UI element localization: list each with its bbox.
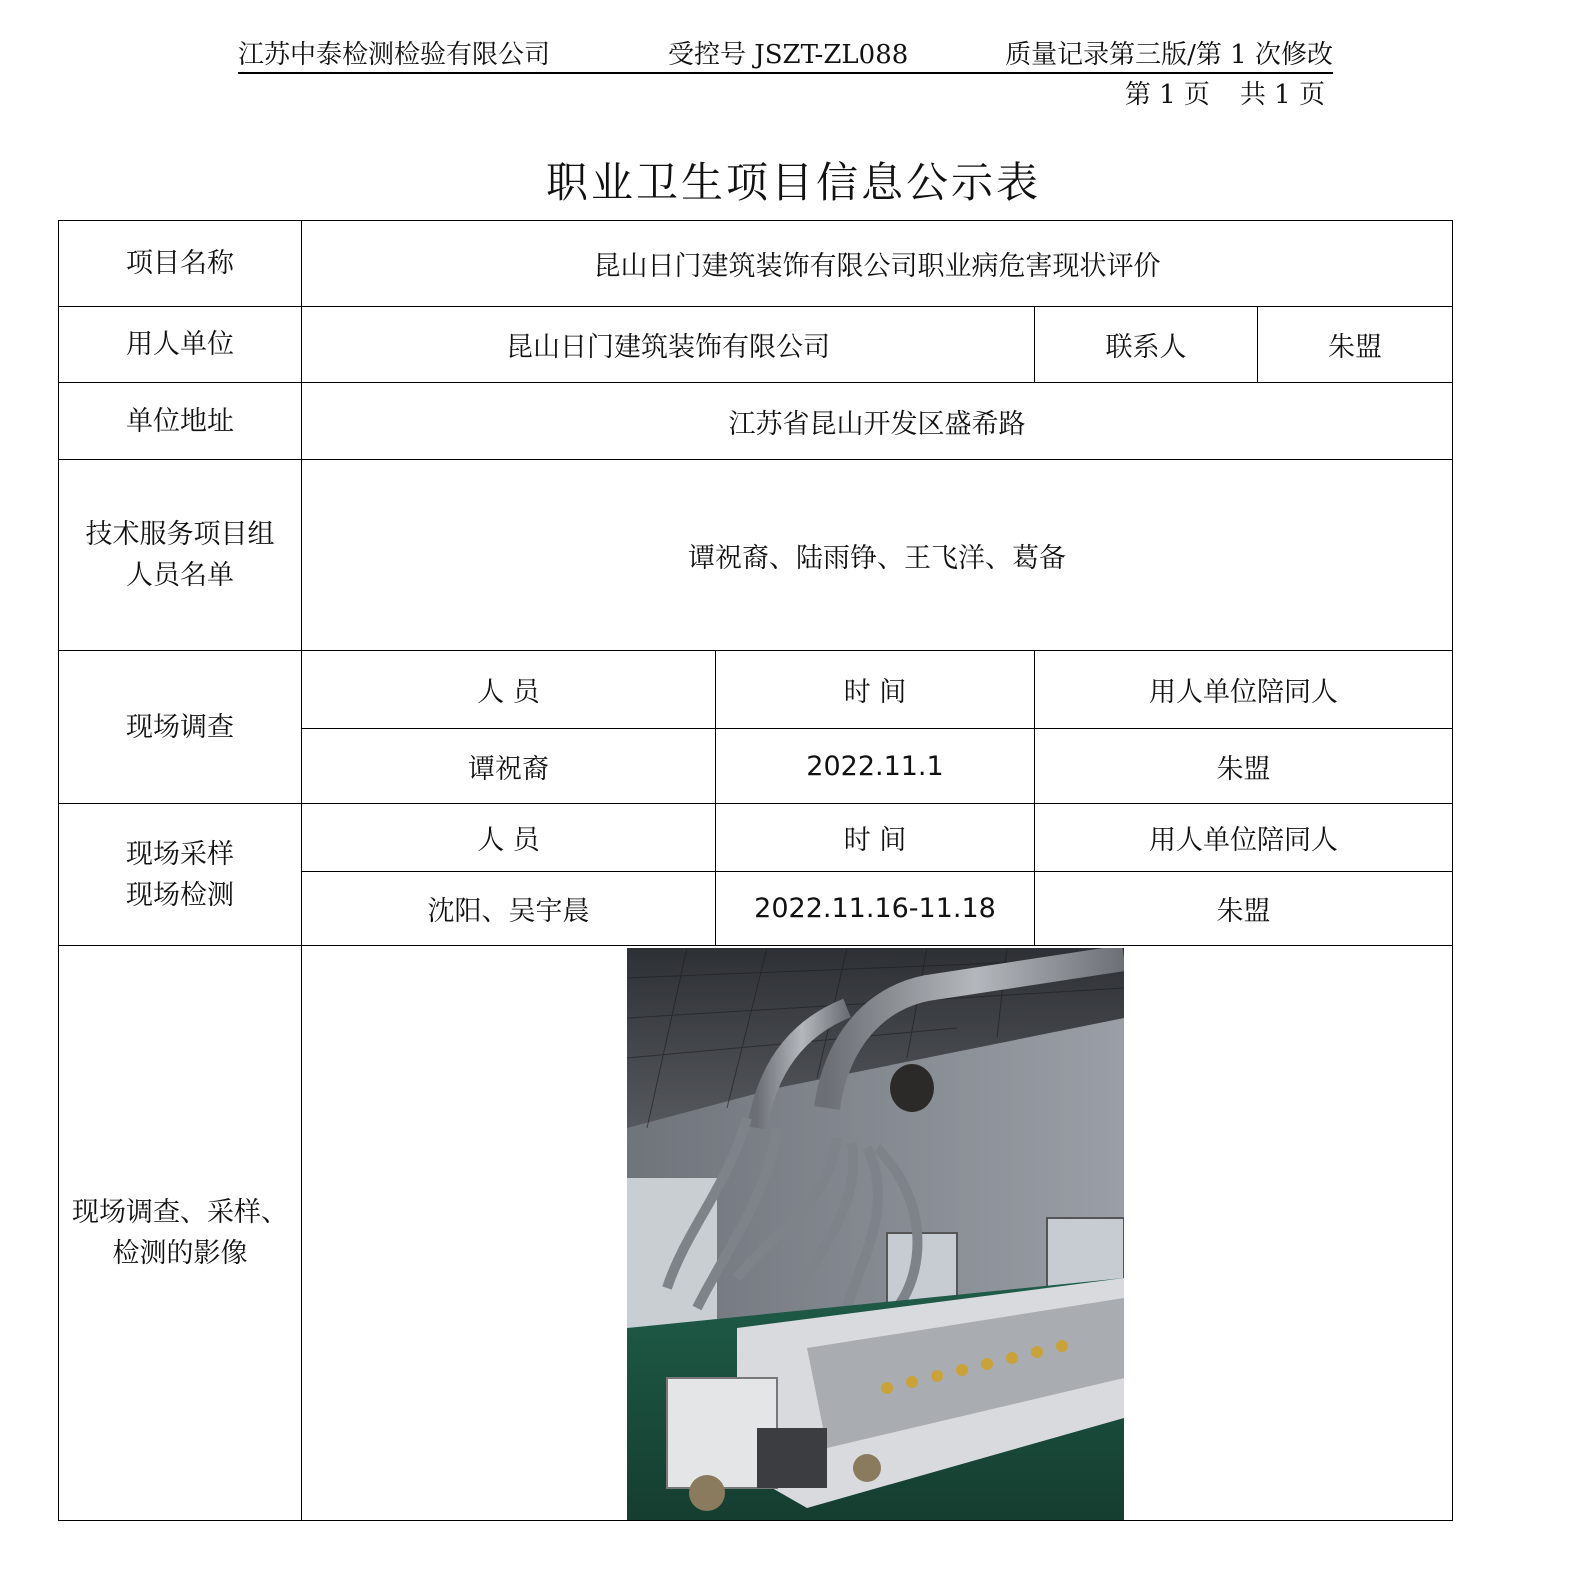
header-record-version: 质量记录第三版/第 1 次修改: [1005, 40, 1333, 70]
contact-value: 朱盟: [1258, 307, 1453, 383]
info-table: [58, 220, 1453, 1521]
row-images: [59, 946, 1453, 1521]
sampling-time: 2022.11.16-11.18: [716, 872, 1035, 946]
team-value: 谭祝裔、陆雨铮、王飞洋、葛备: [302, 460, 1453, 651]
project-name-label: 项目名称: [59, 221, 302, 307]
address-value: 江苏省昆山开发区盛希路: [302, 383, 1453, 460]
images-cell: [302, 946, 1453, 1521]
page-total: 共 1 页: [1239, 80, 1325, 110]
document-header: [238, 30, 1333, 74]
sampling-escort: 朱盟: [1035, 872, 1453, 946]
team-label-line1: 技术服务项目组: [85, 519, 275, 550]
row-project-name: [59, 221, 1453, 307]
page-info: [1125, 74, 1325, 111]
site-photo: [627, 948, 1124, 1520]
page-current: 第 1 页: [1124, 80, 1210, 110]
images-label: [59, 946, 302, 1521]
project-name-value: 昆山日门建筑装饰有限公司职业病危害现状评价: [302, 221, 1453, 307]
images-label-line1: 现场调查、采样、: [72, 1197, 288, 1228]
sampling-label-line1: 现场采样: [126, 838, 234, 870]
page-title: 职业卫生项目信息公示表: [545, 158, 1041, 207]
team-label-line2: 人员名单: [126, 560, 234, 591]
survey-header-escort: 用人单位陪同人: [1035, 651, 1453, 729]
survey-header-time: 时 间: [716, 651, 1035, 729]
row-sampling-header: [59, 804, 1453, 872]
header-company: 江苏中泰检测检验有限公司: [238, 40, 551, 70]
sampling-personnel: 沈阳、吴宇晨: [302, 872, 716, 946]
address-label: 单位地址: [59, 383, 302, 460]
row-survey-header: [59, 651, 1453, 729]
row-employer: [59, 307, 1453, 383]
sampling-header-personnel: 人 员: [302, 804, 716, 872]
survey-personnel: 谭祝裔: [302, 729, 716, 804]
contact-label: 联系人: [1035, 307, 1258, 383]
row-team: [59, 460, 1453, 651]
sampling-header-escort: 用人单位陪同人: [1035, 804, 1453, 872]
images-label-line2: 检测的影像: [112, 1238, 248, 1269]
sampling-label: [59, 804, 302, 946]
survey-time: 2022.11.1: [716, 729, 1035, 804]
survey-header-personnel: 人 员: [302, 651, 716, 729]
survey-escort: 朱盟: [1035, 729, 1453, 804]
row-address: [59, 383, 1453, 460]
header-control-number: 受控号 JSZT-ZL088: [668, 40, 909, 70]
sampling-label-line2: 现场检测: [126, 879, 234, 911]
employer-value: 昆山日门建筑装饰有限公司: [302, 307, 1035, 383]
team-label: [59, 460, 302, 651]
employer-label: 用人单位: [59, 307, 302, 383]
survey-label: 现场调查: [59, 651, 302, 804]
sampling-header-time: 时 间: [716, 804, 1035, 872]
